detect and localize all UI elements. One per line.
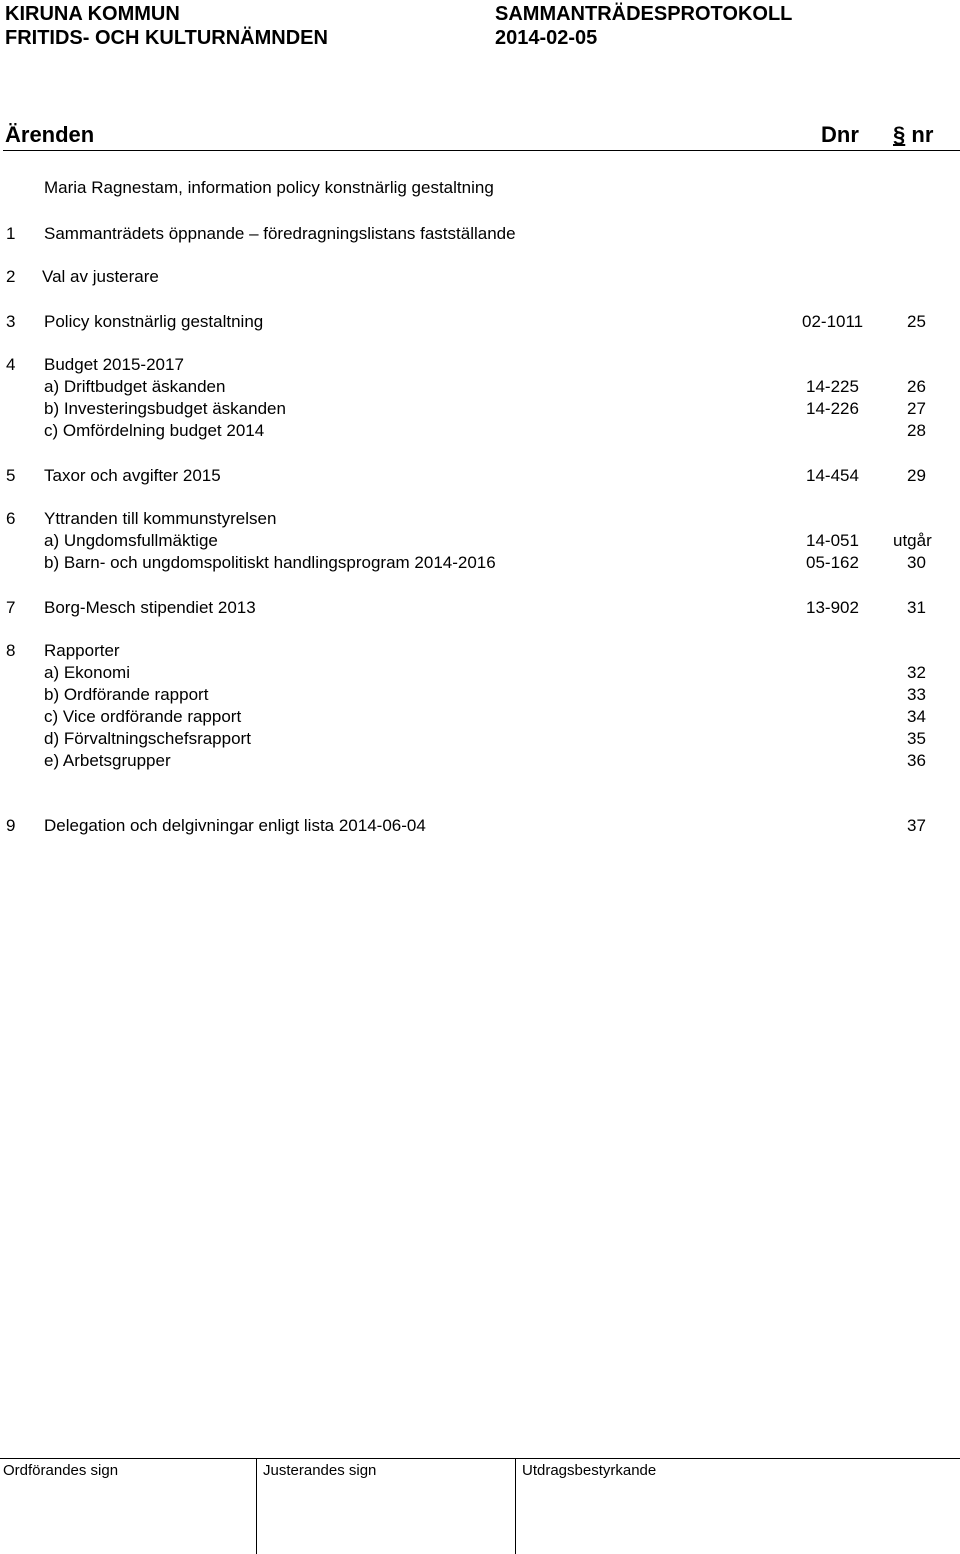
committee-name: FRITIDS- OCH KULTURNÄMNDEN [5, 27, 328, 49]
list-item [0, 354, 960, 376]
item-dnr: 14-051 [806, 531, 859, 550]
sub-item [0, 398, 960, 420]
item-text: Maria Ragnestam, information policy konstnärlig gestaltning [44, 178, 494, 197]
column-header-dnr: Dnr [821, 122, 859, 147]
item-dnr: 14-226 [806, 399, 859, 418]
item-text: Delegation och delgivningar enligt lista 2014-06-04 [44, 816, 426, 835]
meeting-date: 2014-02-05 [495, 27, 598, 49]
sub-item-text: b) Investeringsbudget äskanden [44, 399, 286, 418]
item-number: 3 [6, 312, 16, 331]
org-name: KIRUNA KOMMUN [5, 3, 180, 25]
item-dnr: 13-902 [806, 598, 859, 617]
item-text: Yttranden till kommunstyrelsen [44, 509, 277, 528]
sub-item [0, 376, 960, 398]
item-number: 8 [6, 641, 16, 660]
item-number: 9 [6, 816, 16, 835]
item-dnr: 05-162 [806, 553, 859, 572]
sub-item [0, 552, 960, 574]
document-type: SAMMANTRÄDESPROTOKOLL [495, 3, 793, 25]
item-text: Taxor och avgifter 2015 [44, 466, 221, 485]
item-text: Policy konstnärlig gestaltning [44, 312, 264, 331]
heading-rule [3, 150, 960, 151]
adjuster-signature-label: Justerandes sign [263, 1462, 377, 1479]
section-heading [5, 122, 960, 150]
certifier-box [515, 1459, 960, 1554]
item-nr: 34 [907, 707, 926, 726]
sub-item [0, 684, 960, 706]
chair-signature-box [3, 1459, 255, 1554]
item-nr: 28 [907, 421, 926, 440]
section-sign: § [893, 122, 906, 147]
list-item [0, 223, 960, 245]
adjuster-signature-box [256, 1459, 514, 1554]
list-item [0, 311, 960, 333]
list-item [0, 597, 960, 619]
item-nr: 29 [907, 466, 926, 485]
item-nr: 33 [907, 685, 926, 704]
sub-item-text: b) Ordförande rapport [44, 685, 209, 704]
sub-item-text: e) Arbetsgrupper [44, 751, 171, 770]
item-nr: 31 [907, 598, 926, 617]
item-text: Val av justerare [42, 267, 159, 286]
item-nr: 26 [907, 377, 926, 396]
sub-item [0, 750, 960, 772]
signature-footer [0, 1458, 960, 1554]
sub-item [0, 662, 960, 684]
item-dnr: 14-225 [806, 377, 859, 396]
sub-item-text: a) Driftbudget äskanden [44, 377, 226, 396]
list-item [0, 640, 960, 662]
item-text: Sammanträdets öppnande – föredragningslistans fastställande [44, 224, 516, 243]
item-dnr: 02-1011 [802, 312, 864, 331]
item-text: Budget 2015-2017 [44, 355, 184, 374]
section-title: Ärenden [5, 122, 95, 147]
sub-item-text: c) Omfördelning budget 2014 [44, 421, 265, 440]
item-nr: 25 [907, 312, 926, 331]
sub-item [0, 530, 960, 552]
item-number: 4 [6, 355, 16, 374]
item-nr: 32 [907, 663, 926, 682]
item-number: 2 [6, 267, 16, 286]
item-dnr: 14-454 [806, 466, 859, 485]
item-number: 5 [6, 466, 16, 485]
sub-item-text: c) Vice ordförande rapport [44, 707, 242, 726]
item-text: Borg-Mesch stipendiet 2013 [44, 598, 256, 617]
item-number: 7 [6, 598, 16, 617]
sub-item-text: a) Ekonomi [44, 663, 130, 682]
column-header-nr-label: nr [911, 122, 934, 147]
list-item-intro [0, 177, 960, 199]
item-number: 6 [6, 509, 16, 528]
list-item [0, 465, 960, 487]
item-nr: 35 [907, 729, 926, 748]
item-nr: 37 [907, 816, 926, 835]
item-nr: utgår [893, 531, 932, 550]
item-nr: 27 [907, 399, 926, 418]
item-text: Rapporter [44, 641, 120, 660]
sub-item [0, 420, 960, 442]
list-item [0, 508, 960, 530]
list-item [0, 266, 960, 288]
sub-item [0, 728, 960, 750]
column-header-nr [893, 122, 933, 148]
sub-item [0, 706, 960, 728]
list-item [0, 815, 960, 837]
item-number: 1 [6, 224, 16, 243]
certifier-label: Utdragsbestyrkande [522, 1462, 657, 1479]
chair-signature-label: Ordförandes sign [3, 1462, 119, 1479]
item-nr: 30 [907, 553, 926, 572]
sub-item-text: d) Förvaltningschefsrapport [44, 729, 251, 748]
item-nr: 36 [907, 751, 926, 770]
sub-item-text: a) Ungdomsfullmäktige [44, 531, 218, 550]
sub-item-text: b) Barn- och ungdomspolitiskt handlingsprogram 2014-2016 [44, 553, 496, 572]
